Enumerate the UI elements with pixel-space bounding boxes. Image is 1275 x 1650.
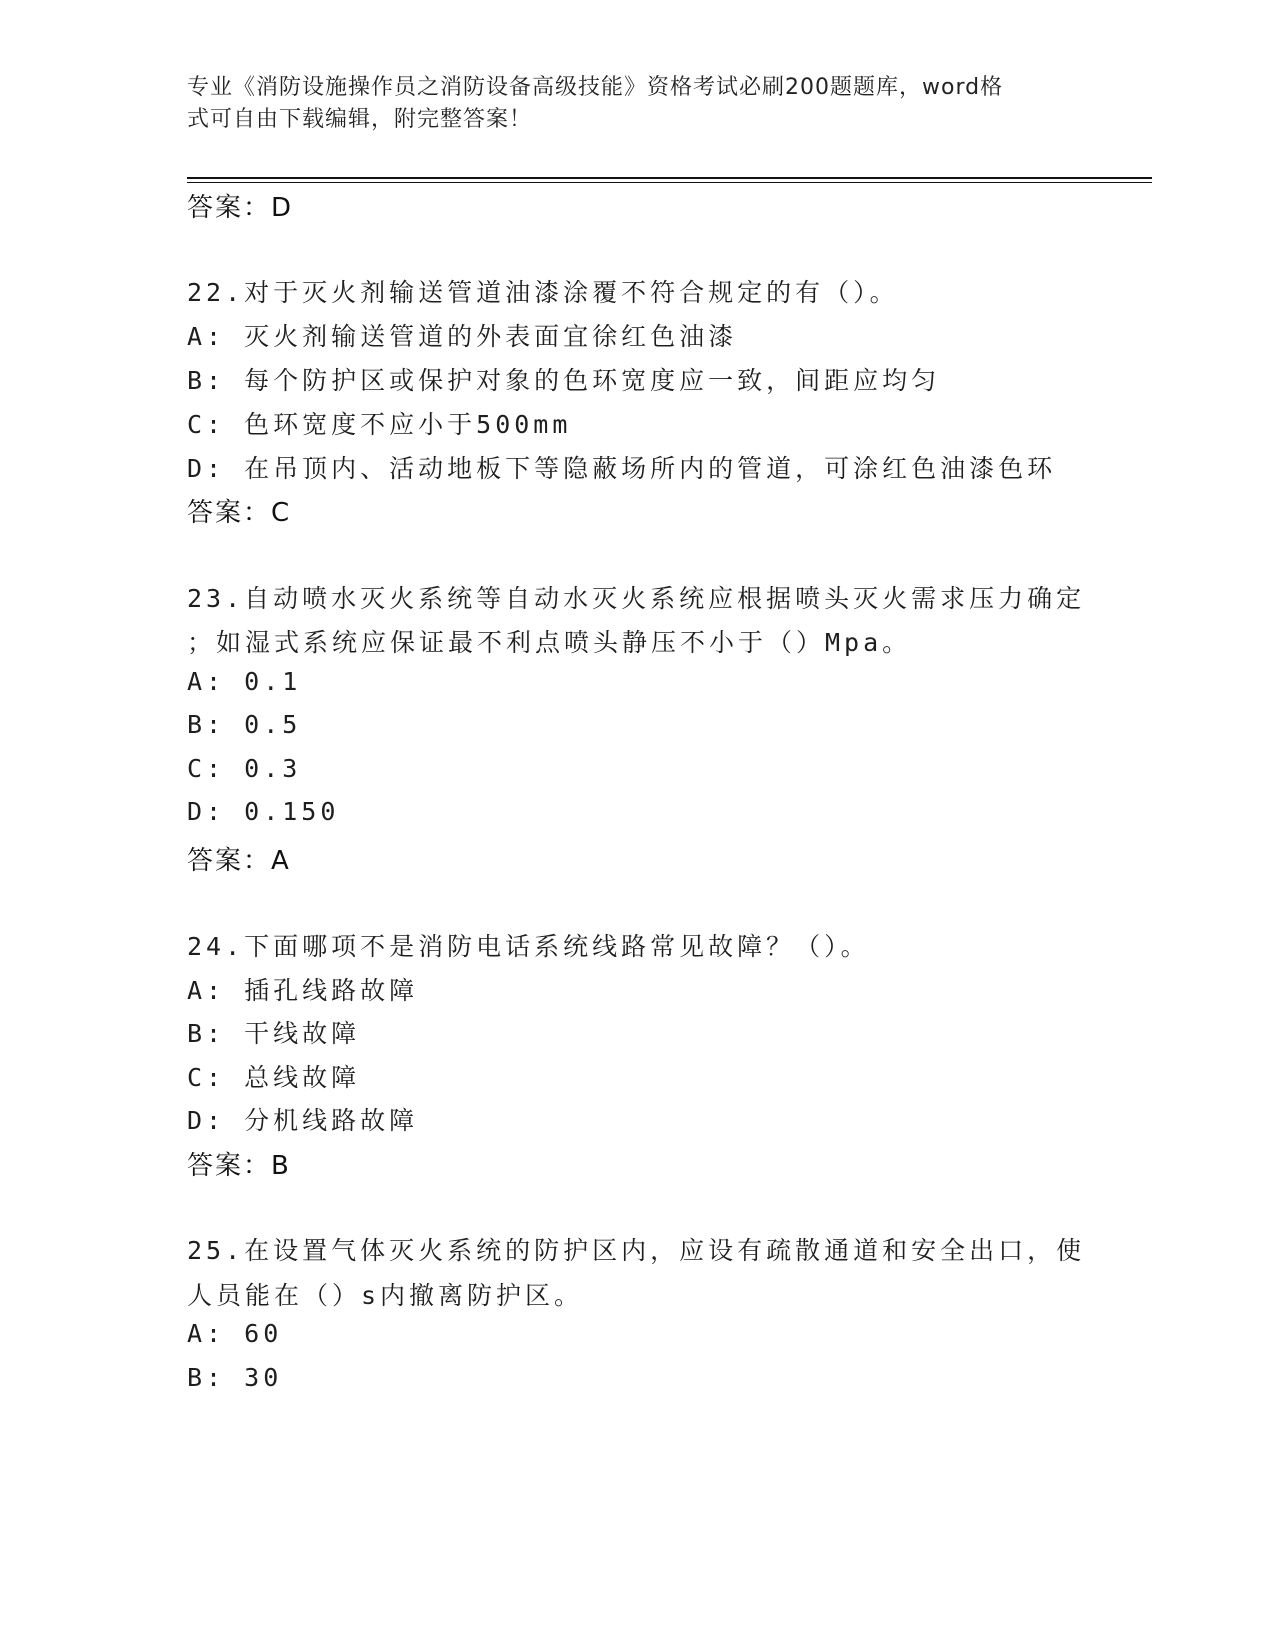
answer-q23: 答案：A xyxy=(187,846,291,876)
document-header xyxy=(187,72,1067,136)
question-23-option-a: A: 0.1 xyxy=(187,667,302,696)
question-24-option-b: B: 干线故障 xyxy=(187,1019,361,1048)
question-23-stem-line-1: 23.自动喷水灭火系统等自动水灭火系统应根据喷头灭火需求压力确定 xyxy=(187,584,1086,613)
question-25-option-b: B: 30 xyxy=(187,1363,283,1392)
answer-q21: 答案：D xyxy=(187,193,294,223)
answer-q22: 答案：C xyxy=(187,498,292,528)
question-24-option-c: C: 总线故障 xyxy=(187,1063,361,1092)
question-23-option-c: C: 0.3 xyxy=(187,754,302,783)
header-divider-thin xyxy=(187,182,1152,183)
question-22-stem: 22.对于灭火剂输送管道油漆涂覆不符合规定的有（）。 xyxy=(187,278,899,307)
header-line-2: 式可自由下载编辑，附完整答案！ xyxy=(187,107,533,132)
question-22-option-c: C: 色环宽度不应小于500mm xyxy=(187,410,572,439)
question-24-option-a: A: 插孔线路故障 xyxy=(187,976,419,1005)
question-25-stem-line-1: 25.在设置气体灭火系统的防护区内，应设有疏散通道和安全出口，使 xyxy=(187,1236,1086,1265)
question-23-option-b: B: 0.5 xyxy=(187,710,302,739)
question-23-option-d: D: 0.150 xyxy=(187,797,340,826)
header-line-1: 专业《消防设施操作员之消防设备高级技能》资格考试必刷200题题库，word格 xyxy=(187,75,1004,100)
question-23-stem-line-2: ；如湿式系统应保证最不利点喷头静压不小于（）Mpa。 xyxy=(187,628,912,657)
question-24-option-d: D: 分机线路故障 xyxy=(187,1106,419,1135)
question-24-stem: 24.下面哪项不是消防电话系统线路常见故障？（）。 xyxy=(187,932,870,961)
header-divider-thick xyxy=(187,177,1152,179)
question-25-option-a: A: 60 xyxy=(187,1319,283,1348)
question-25-stem-line-2: 人员能在（）s内撤离防护区。 xyxy=(187,1281,584,1310)
question-22-option-d: D: 在吊顶内、活动地板下等隐蔽场所内的管道，可涂红色油漆色环 xyxy=(187,454,1057,483)
question-22-option-b: B: 每个防护区或保护对象的色环宽度应一致，间距应均匀 xyxy=(187,366,941,395)
answer-q24: 答案：B xyxy=(187,1151,291,1181)
question-22-option-a: A: 灭火剂输送管道的外表面宜徐红色油漆 xyxy=(187,322,738,351)
